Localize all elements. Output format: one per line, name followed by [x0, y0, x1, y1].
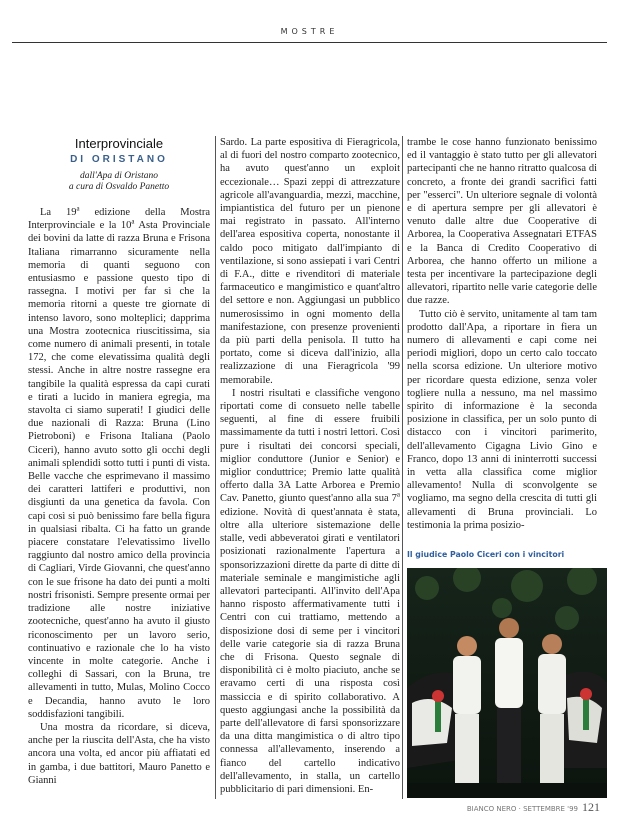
page-footer [0, 800, 600, 815]
text-column-3 [407, 136, 597, 532]
paragraph: I nostri risultati e classifiche vengono riportati come di consueto nelle tabelle seguenti, al fine di essere fruibili massimamente da tutti i nostri lettori. Così pure i risultati dei concorsi speciali, miglior conduttore (Junior e Senior) e miglior conduttrice; Premio latte qualità offerto dalla 3A Latte Arborea e Premio Cav. Panetto, giunto quest'anno alla sua 7$^a$ edizione. Novità di quest'annata è stata, oltre alla ulteriore sistemazione delle stalle, vedi abbeveratoi girati e ventilatori posizionati razionalmente l'apertura a sponsorizzazioni dirette da parte di ditte di materiale seminale e mangimistiche agli allevatori partecipanti. All'invito dell'Apa hanno risposto affermativamente tutti i Centri con cui trattiamo, mettendo a disposizione dosi di seme per i vincitori delle varie categorie sia di razza Bruna che di Frisona. Questo segnale di disponibilità ci è molto piaciuto, anche se eravamo certi di una risposta così massiccia e di spirito collaborativo. A questo aggiungasi anche la possibilità da parte dell'allevatore di farsi sponsorizzare da una ditta mangimistica o di altro tipo connessa all'allevamento, inserendo a fianco del cartello indicativo dell'allevamento, in stalla, un cartello pubblicitario di pari dimensioni. En- [220, 387, 400, 795]
article-byline [28, 171, 210, 193]
magazine-name: BIANCO NERO · SETTEMBRE '99 [466, 805, 578, 813]
article-title-block [28, 136, 210, 193]
article-subtitle: DI ORISTANO [70, 154, 168, 165]
photo-illustration [407, 568, 607, 798]
winners-photo [407, 568, 607, 798]
paragraph: trambe le cose hanno funzionato benissimo ed il vantaggio è stato tutto per gli allevatori partecipanti che ne hanno ritratto qualcosa di concreto, a fronte dei grandi sacrifici fatti per "esserci". Un ulteriore segnale di volontà e di apertura sempre per gli allevatori è venuto dalle altre due Cooperative di Arborea, la Cooperativa Assegnatari ETFAS e la Banca di Credito Cooperativo di Arborea, che hanno offerto un milione a testa per incentivare la partecipazione degli allevatori, ripartito nelle varie categorie delle due razze. [407, 137, 597, 307]
article-title: Interprovinciale [74, 136, 164, 151]
header-rule [12, 42, 607, 43]
page-number: 121 [582, 800, 600, 814]
byline-source: dall'Apa di Oristano [79, 171, 159, 181]
text-column-1 [28, 206, 210, 787]
column-divider [215, 136, 216, 799]
text-column-2 [220, 136, 400, 796]
paragraph: Tutto ciò è servito, unitamente al tam tam prodotto dall'Apa, a riportare in fiera un numero di allevamenti e capi come nei periodi migliori, dopo un certo calo toccato nella scorsa edizione. Un ulteriore motivo per ricordare questa edizione, senza voler togliere nulla a nessuno, ma nel massimo spirito di informazione è la seconda posizione in classifica, per un solo punto di distacco con i vincitori parimerito, dell'allevamento Cigagna Livio Gino e Franco, dopo 13 anni di ininterrotti successi in vetta alla classifica come miglior allevamento! Nulla di sconvolgente se vogliamo, ma segno della crescita di tutti gli allevamenti di Bruna provinciali. Lo testimonia la prima posizio- [407, 308, 597, 531]
paragraph: Una mostra da ricordare, si diceva, anche per la riuscita dell'Asta, che ha visto ancora una volta, ed ancor più affiatati ed in gamba, i due battitori, Mauro Panetto e Gianni [28, 721, 210, 786]
section-header: MOSTRE [280, 27, 339, 36]
column-divider [402, 136, 403, 799]
paragraph: La 19$^a$ edizione della Mostra Interprovinciale e la 10$^a$ Asta Provinciale dei bovini da latte di razza Bruna e Frisona Italiana rimarranno sicuramente nella memoria di quanti seguono con entusiasmo e passione questo tipo di rassegna. I motivi per far sì che la memoria ritorni a queste tre giornate di intenso lavoro, sono molteplici; dapprima una Mostra zootecnica riuscitissima, sia come numero di animali presenti, in totale 172, che come elevatissima qualità degli stessi. Anche in altre nostre rassegne era tangibile la qualità espressa da capi curati e tirati a lucido in maniera egregia, ma stavolta ci siamo superati! I giudici delle due nazionali di Razza: Bruna (Lino Pietroboni) e Frisona Italiana (Paolo Ciceri), hanno avuto sotto gli occhi degli animali splendidi sotto tutti i punti di vista. Belle vacche che esprimevano il massimo dei caratteri lattiferi e produttivi, non disgiunti da una genetica da favola. Con capi così si può benissimo fare bella figura in qualsiasi ribalta. Ci ha fatto un grande piacere constatare l'elevatissimo livello raggiunto dal nostro amico della provincia di Cagliari, Virde Giovanni, che quest'anno con le sue frisone ha dato dei punti a molti nostri frisonisti. Sempre presente ormai per tradizione alle nostre iniziative zootecniche, quest'anno ha avuto il giusto riconoscimento per un lavoro serio, continuativo e razionale che lo ha visto vincente in molte categorie. Anche i colleghi di Sassari, con la Bruna, tre allevamenti in tutto, Mulas, Molino Cocco e Decandia, hanno avuto le loro soddisfazioni tangibili. [28, 204, 211, 720]
photo-caption: Il giudice Paolo Ciceri con i vincitori [407, 550, 565, 559]
byline-author: a cura di Osvaldo Panetto [68, 182, 170, 192]
paragraph: Sardo. La parte espositiva di Fieragricola, al di fuori del nostro comparto zootecnico, ha avuto quest'anno un exploit eccezionale… Spazi zeppi di attrezzature agricole all'avanguardia, mezzi, macchine, impiantistica del futuro per un pienone mai registrato in passato. All'interno dell'area espositiva coperta, nonostante il caldo poco mitigato dall'impianto di ventilazione, si sono assiepati i vari Centri di F.A., ditte e rivenditori di materiale farmaceutico e mangimistico e quant'altro del settore e non. Aggiungasi un pubblico numerosissimo in ogni momento della manifestazione, con presenze provenienti da più parti della penisola. Il tutto ha portato, come si diceva dall'inizio, alla realizzazione di una Fieragricola '99 memorabile. [220, 137, 400, 386]
